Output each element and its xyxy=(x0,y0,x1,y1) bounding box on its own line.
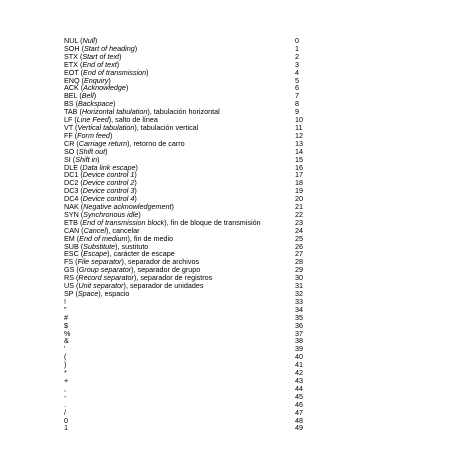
character-name: DC3 (Device control 3) xyxy=(64,186,137,196)
spanish-translation: , fin de bloque de transmisión xyxy=(166,217,261,227)
character-abbreviation: ) xyxy=(64,360,67,370)
table-row xyxy=(64,322,304,330)
spanish-translation: , separador de unidades xyxy=(125,281,204,291)
character-description: Start of heading xyxy=(83,43,135,53)
decimal-code: 12 xyxy=(295,130,303,140)
character-abbreviation: NAK xyxy=(64,202,79,212)
spanish-translation: , separador de archivos xyxy=(123,257,200,267)
character-abbreviation: CAN xyxy=(64,225,80,235)
character-abbreviation: * xyxy=(64,368,67,378)
character-abbreviation: DLE xyxy=(64,162,78,172)
character-name: EM (End of medium), fin de medio xyxy=(64,233,174,243)
decimal-code: 17 xyxy=(295,170,303,180)
decimal-code: 3 xyxy=(295,59,299,69)
character-abbreviation: # xyxy=(64,312,68,322)
character-name: STX (Start of text) xyxy=(64,51,122,61)
character-abbreviation: $ xyxy=(64,320,68,330)
character-description: Shift out xyxy=(78,146,106,156)
decimal-code: 34 xyxy=(295,304,303,314)
table-row xyxy=(64,424,304,432)
decimal-code: 35 xyxy=(295,312,303,322)
character-abbreviation: GS xyxy=(64,265,75,275)
character-abbreviation: DC1 xyxy=(64,170,79,180)
character-name: DC2 (Device control 2) xyxy=(64,178,137,188)
character-abbreviation: FF xyxy=(64,130,73,140)
character-abbreviation: BS xyxy=(64,99,74,109)
decimal-code: 22 xyxy=(295,209,303,219)
decimal-code: 27 xyxy=(295,249,303,259)
decimal-code: 42 xyxy=(295,368,303,378)
character-abbreviation: VT xyxy=(64,122,74,132)
decimal-code: 11 xyxy=(295,122,303,132)
character-abbreviation: & xyxy=(64,336,69,346)
character-name: BS (Backspace) xyxy=(64,99,116,109)
character-abbreviation: ETB xyxy=(64,217,78,227)
decimal-code: 45 xyxy=(295,391,303,401)
decimal-code: 31 xyxy=(295,281,303,291)
character-name: FS (File separator), separador de archivos xyxy=(64,257,200,267)
character-description: Device control 1 xyxy=(82,170,135,180)
character-name: BEL (Bell) xyxy=(64,91,97,101)
decimal-code: 49 xyxy=(295,423,303,433)
decimal-code: 37 xyxy=(295,328,303,338)
character-name: TAB (Horizontal tabulation), tabulación horizontal xyxy=(64,107,220,117)
character-abbreviation: DC4 xyxy=(64,194,79,204)
character-abbreviation: . xyxy=(64,399,66,409)
character-name: ESC (Escape), carácter de escape xyxy=(64,249,175,259)
character-abbreviation: SI xyxy=(64,154,71,164)
decimal-code: 1 xyxy=(295,43,299,53)
character-abbreviation: STX xyxy=(64,51,78,61)
decimal-code: 14 xyxy=(295,146,303,156)
decimal-code: 10 xyxy=(295,115,303,125)
character-abbreviation: ( xyxy=(64,352,67,362)
character-name: ETB (End of transmission block), fin de bloque de transmisión xyxy=(64,217,261,227)
decimal-code: 40 xyxy=(295,352,303,362)
decimal-code: 39 xyxy=(295,344,303,354)
character-description: End of medium xyxy=(79,233,128,243)
character-abbreviation: DC3 xyxy=(64,186,79,196)
spanish-translation: , tabulación vertical xyxy=(136,122,199,132)
character-abbreviation: 1 xyxy=(64,423,68,433)
decimal-code: 23 xyxy=(295,217,303,227)
decimal-code: 38 xyxy=(295,336,303,346)
character-description: Carriage return xyxy=(78,138,128,148)
character-abbreviation: SOH xyxy=(64,43,80,53)
character-description: Start of text xyxy=(82,51,120,61)
character-abbreviation: LF xyxy=(64,115,73,125)
spanish-translation: , retorno de carro xyxy=(129,138,185,148)
decimal-code: 33 xyxy=(295,296,303,306)
character-description: Enquiry xyxy=(83,75,109,85)
character-description: Acknowledge xyxy=(83,83,126,93)
character-abbreviation: + xyxy=(64,375,69,385)
character-abbreviation: ! xyxy=(64,296,66,306)
character-name: SI (Shift in) xyxy=(64,154,100,164)
character-name: RS (Record separator), separador de registros xyxy=(64,273,213,283)
character-abbreviation: US xyxy=(64,281,74,291)
character-abbreviation: SYN xyxy=(64,209,79,219)
character-name: NAK (Negative acknowledgement) xyxy=(64,202,174,212)
decimal-code: 15 xyxy=(295,154,303,164)
table-row xyxy=(64,330,304,338)
character-name: ENQ (Enquiry) xyxy=(64,75,111,85)
decimal-code: 24 xyxy=(295,225,303,235)
decimal-code: 21 xyxy=(295,202,303,212)
character-abbreviation: ACK xyxy=(64,83,79,93)
table-row xyxy=(64,337,304,345)
decimal-code: 8 xyxy=(295,99,299,109)
character-name: GS (Group separator), separador de grupo xyxy=(64,265,201,275)
character-description: Device control 3 xyxy=(82,186,135,196)
character-description: File separator xyxy=(77,257,122,267)
spanish-translation: , salto de línea xyxy=(111,115,158,125)
character-abbreviation: SUB xyxy=(64,241,79,251)
character-abbreviation: , xyxy=(64,383,66,393)
decimal-code: 18 xyxy=(295,178,303,188)
table-row xyxy=(64,306,304,314)
character-name: SUB (Substitute), sustituto xyxy=(64,241,149,251)
decimal-code: 30 xyxy=(295,273,303,283)
character-abbreviation: - xyxy=(64,391,67,401)
table-row xyxy=(64,84,304,92)
character-name: SP (Space), espacio xyxy=(64,289,130,298)
character-name: VT (Vertical tabulation), tabulación vertical xyxy=(64,122,199,132)
table-row xyxy=(64,314,304,322)
table-row xyxy=(64,298,304,306)
character-description: Record separator xyxy=(78,273,134,283)
decimal-code: 19 xyxy=(295,186,303,196)
decimal-code: 25 xyxy=(295,233,303,243)
decimal-code: 6 xyxy=(295,83,299,93)
character-name: NUL (Null) xyxy=(64,36,98,45)
character-name: SYN (Synchronous idle) xyxy=(64,209,141,219)
decimal-code: 47 xyxy=(295,407,303,417)
table-row xyxy=(64,417,304,425)
character-description: Null xyxy=(82,36,95,45)
character-abbreviation: TAB xyxy=(64,107,78,117)
character-abbreviation: NUL xyxy=(64,36,79,45)
spanish-translation: , fin de medio xyxy=(129,233,174,243)
decimal-code: 28 xyxy=(295,257,303,267)
spanish-translation: , separador de registros xyxy=(136,273,213,283)
character-abbreviation: SP xyxy=(64,289,74,298)
character-abbreviation: CR xyxy=(64,138,75,148)
table-row xyxy=(64,290,304,298)
character-description: Form feed xyxy=(77,130,110,140)
character-description: Horizontal tabulation xyxy=(81,107,148,117)
character-abbreviation: EM xyxy=(64,233,75,243)
character-description: End of transmission block xyxy=(82,217,165,227)
character-description: Cancel xyxy=(83,225,106,235)
character-description: Line Feed xyxy=(76,115,109,125)
decimal-code: 0 xyxy=(295,36,299,45)
character-abbreviation: DC2 xyxy=(64,178,79,188)
character-abbreviation: % xyxy=(64,328,71,338)
spanish-translation: , sustituto xyxy=(117,241,149,251)
decimal-code: 20 xyxy=(295,194,303,204)
spanish-translation: , tabulación horizontal xyxy=(149,107,220,117)
decimal-code: 46 xyxy=(295,399,303,409)
decimal-code: 5 xyxy=(295,75,299,85)
decimal-code: 43 xyxy=(295,375,303,385)
character-abbreviation: ETX xyxy=(64,59,78,69)
decimal-code: 26 xyxy=(295,241,303,251)
character-abbreviation: " xyxy=(64,304,67,314)
decimal-code: 9 xyxy=(295,107,299,117)
decimal-code: 48 xyxy=(295,415,303,425)
spanish-translation: , separador de grupo xyxy=(133,265,201,275)
character-description: Shift in xyxy=(75,154,98,164)
character-name: DC1 (Device control 1) xyxy=(64,170,137,180)
decimal-code: 32 xyxy=(295,289,303,298)
character-name: EOT (End of transmission) xyxy=(64,67,149,77)
table-row xyxy=(64,377,304,385)
table-row xyxy=(64,393,304,401)
table-row xyxy=(64,385,304,393)
decimal-code: 44 xyxy=(295,383,303,393)
ascii-code-table xyxy=(64,37,304,432)
decimal-code: 41 xyxy=(295,360,303,370)
character-name: CAN (Cancel), cancelar xyxy=(64,225,140,235)
decimal-code: 13 xyxy=(295,138,303,148)
spanish-translation: , carácter de escape xyxy=(109,249,175,259)
character-description: Group separator xyxy=(78,265,132,275)
decimal-code: 16 xyxy=(295,162,303,172)
decimal-code: 2 xyxy=(295,51,299,61)
table-row xyxy=(64,148,304,156)
spanish-translation: , cancelar xyxy=(108,225,140,235)
character-name: ETX (End of text) xyxy=(64,59,120,69)
character-name: DLE (Data link escape) xyxy=(64,162,138,172)
table-row xyxy=(64,401,304,409)
character-description: Data link escape xyxy=(82,162,136,172)
character-description: Negative acknowledgement xyxy=(83,202,172,212)
character-description: Unit separator xyxy=(78,281,124,291)
character-abbreviation: / xyxy=(64,407,66,417)
character-name xyxy=(64,424,68,432)
character-abbreviation: BEL xyxy=(64,91,78,101)
character-description: Bell xyxy=(81,91,94,101)
character-abbreviation: EOT xyxy=(64,67,79,77)
character-description: Device control 4 xyxy=(82,194,135,204)
character-abbreviation: FS xyxy=(64,257,74,267)
character-abbreviation: ' xyxy=(64,344,66,354)
character-name: US (Unit separator), separador de unidades xyxy=(64,281,204,291)
character-description: Device control 2 xyxy=(82,178,135,188)
character-description: Escape xyxy=(83,249,108,259)
character-description: Space xyxy=(77,289,99,298)
character-name: CR (Carriage return), retorno de carro xyxy=(64,138,185,148)
character-abbreviation: SO xyxy=(64,146,75,156)
character-description: End of transmission xyxy=(83,67,147,77)
decimal-code: 4 xyxy=(295,67,299,77)
table-row xyxy=(64,409,304,417)
character-abbreviation: ENQ xyxy=(64,75,80,85)
character-description: Substitute xyxy=(83,241,116,251)
decimal-code: 7 xyxy=(295,91,299,101)
character-name: FF (Form feed) xyxy=(64,130,113,140)
table-row xyxy=(64,345,304,353)
decimal-code: 29 xyxy=(295,265,303,275)
character-name: SOH (Start of heading) xyxy=(64,43,138,53)
character-description: Synchronous idle xyxy=(83,209,139,219)
character-name: LF (Line Feed), salto de línea xyxy=(64,115,158,125)
character-name: ACK (Acknowledge) xyxy=(64,83,129,93)
table-row xyxy=(64,369,304,377)
table-row xyxy=(64,353,304,361)
character-abbreviation: 0 xyxy=(64,415,68,425)
character-name: DC4 (Device control 4) xyxy=(64,194,137,204)
character-abbreviation: RS xyxy=(64,273,74,283)
character-description: End of text xyxy=(82,59,117,69)
spanish-translation: , espacio xyxy=(100,289,130,298)
character-description: Vertical tabulation xyxy=(77,122,135,132)
table-row xyxy=(64,361,304,369)
character-name: SO (Shift out) xyxy=(64,146,108,156)
decimal-code: 36 xyxy=(295,320,303,330)
character-description: Backspace xyxy=(77,99,114,109)
character-abbreviation: ESC xyxy=(64,249,79,259)
